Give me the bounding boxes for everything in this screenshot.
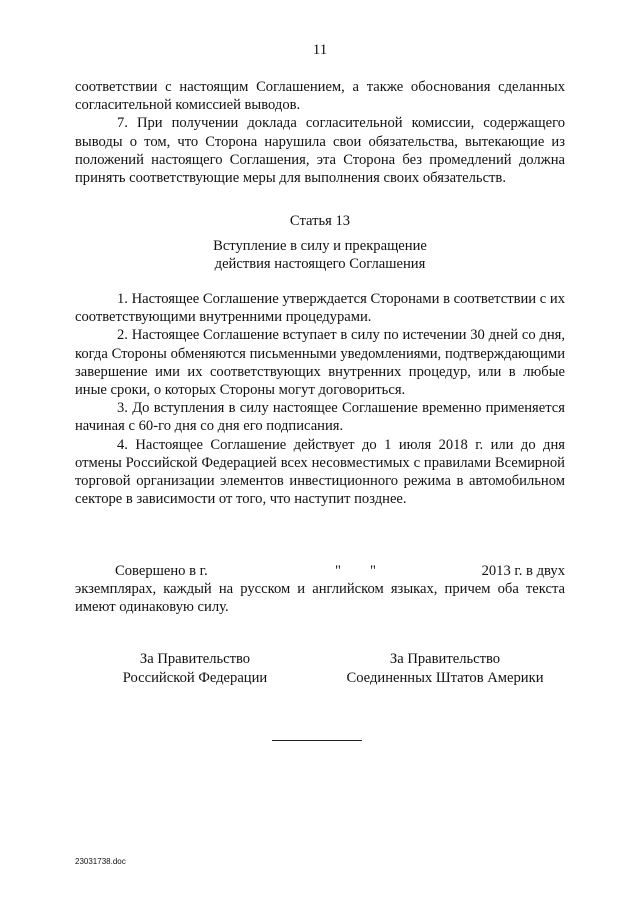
done-year: 2013 г. в двух — [481, 563, 565, 579]
signature-russia-line-2: Российской Федерации — [122, 670, 268, 686]
signature-russia-line-1: За Правительство — [139, 651, 251, 667]
end-rule — [272, 740, 362, 741]
done-rest: экземплярах, каждый на русском и английском языках, причем оба текста имеют одинаковую силу. — [75, 581, 565, 616]
article-item-2: 2. Настоящее Соглашение вступает в силу по истечении 30 дней со дня, когда Стороны обменяются письменными уведомлениями, подтверждающими завершение ими их соответствующих внутренних процедур, или в любые иные сроки, о которых Стороны могут договориться. — [75, 327, 565, 399]
signature-russia — [90, 650, 300, 688]
signature-usa — [330, 650, 560, 688]
quote-open: " — [335, 563, 341, 579]
quote-close: " — [370, 563, 376, 579]
article-items — [75, 290, 565, 508]
article-item-4: 4. Настоящее Соглашение действует до 1 июля 2018 г. или до дня отмены Российской Федерацией всех несовместимых с правилами Всемирной торговой организации элементов инвестиционного режима в автомобильном секторе в зависимости от того, что наступит позднее. — [75, 436, 565, 508]
done-prefix: Совершено в г. — [115, 563, 208, 579]
signature-usa-line-2: Соединенных Штатов Америки — [346, 670, 544, 686]
article-item-3: 3. До вступления в силу настоящее Соглашение временно применяется начиная с 60-го дня со дня его подписания. — [75, 400, 565, 435]
signature-usa-line-1: За Правительство — [389, 651, 501, 667]
footer-filename: 23031738.doc — [75, 857, 126, 866]
article-item-1: 1. Настоящее Соглашение утверждается Сторонами в соответствии с их соответствующими внутренними процедурами. — [75, 291, 565, 326]
article-title-line-2: действия настоящего Соглашения — [214, 256, 426, 272]
page-number: 11 — [312, 42, 328, 58]
intro-paragraph: соответствии с настоящим Соглашением, а также обоснования сделанных согласительной комиссией выводов. — [75, 79, 565, 114]
article-title-line-1: Вступление в силу и прекращение — [213, 238, 427, 254]
article-number: Статья 13 — [289, 213, 351, 229]
item-7-paragraph: 7. При получении доклада согласительной комиссии, содержащего выводы о том, что Сторона нарушила свои обязательства, вытекающие из положений настоящего Соглашения, эта Сторона без промедлений должна принять соответствующие меры для выполнения своих обязательств. — [75, 115, 565, 187]
intro-paragraph-block — [75, 78, 565, 187]
done-rest-block — [75, 580, 565, 616]
